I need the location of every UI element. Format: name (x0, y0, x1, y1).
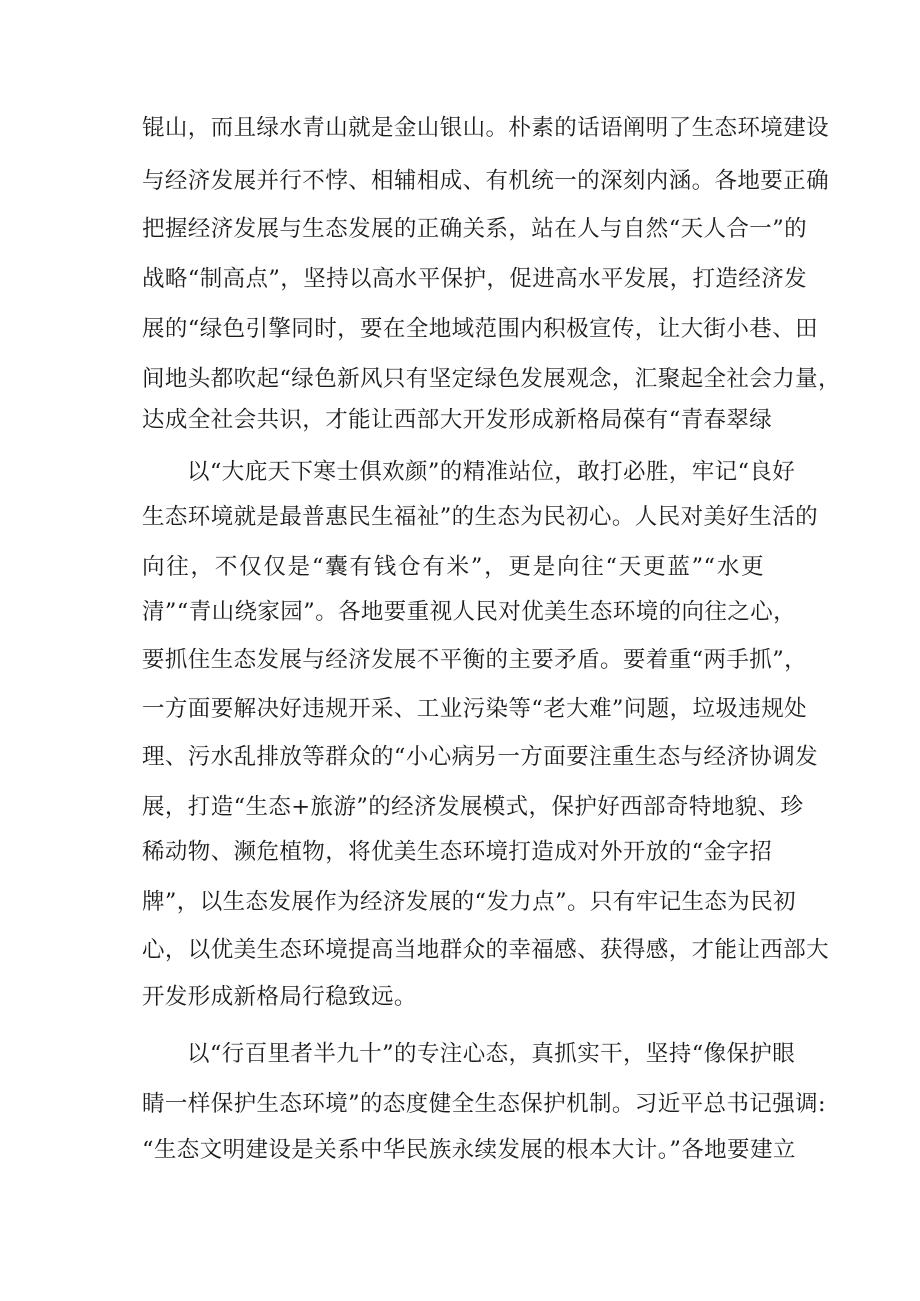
text-line: 生态环境就是最普惠民生福祉”的生态为民初心。人民对美好生活的 (142, 504, 819, 530)
text-line: “生态文明建设是关系中华民族永续发展的根本大计。”各地要建立 (142, 1137, 796, 1163)
text-line: 要抓住生态发展与经济发展不平衡的主要矛盾。要着重“两手抓”， (142, 647, 808, 673)
text-line: 与经济发展并行不悖、相辅相成、有机统一的深刻内涵。各地要正确 (142, 168, 830, 194)
text-line: 展的“绿色引擎同时，要在全地域范围内积极宣传，让大街小巷、田 (142, 316, 819, 342)
text-line: 锟山，而且绿水青山就是金山银山。朴素的话语阐明了生态环境建设 (142, 115, 830, 141)
text-line: 战略“制高点”，坚持以高水平保护，促进高水平发展，打造经济发 (142, 266, 808, 292)
text-line: 开发形成新格局行稳致远。 (142, 984, 417, 1010)
text-line: 以“行百里者半九十”的专注心态，真抓实干，坚持“像保护眼 (187, 1041, 796, 1067)
text-line: 间地头都吹起“绿色新风只有坚定绿色发展观念，汇聚起全社会力量， (142, 366, 841, 392)
text-line: 展，打造“生态+旅游”的经济发展模式，保护好西部奇特地貌、珍 (142, 794, 804, 820)
text-line: 心，以优美生态环境提高当地群众的幸福感、获得感，才能让西部大 (142, 937, 830, 963)
text-line: 睛一样保护生态环境”的态度健全生态保护机制。习近平总书记强调: (142, 1091, 826, 1117)
text-line: 理、污水乱排放等群众的“小心病另一方面要注重生态与经济协调发 (142, 744, 819, 770)
text-line: 达成全社会共识，才能让西部大开发形成新格局葆有“青春翠绿 (142, 407, 773, 433)
text-line: 牌”，以生态发展作为经济发展的“发力点”。只有牢记生态为民初 (142, 889, 797, 915)
text-line: 以“大庇天下寒士俱欢颜”的精准站位，敢打必胜，牢记“良好 (187, 459, 796, 485)
text-line: 清”“青山绕家园”。各地要重视人民对优美生态环境的向往之心， (142, 599, 797, 625)
text-line: 把握经济发展与生态发展的正确关系，站在人与自然“天人合一”的 (142, 216, 808, 242)
text-line: 一方面要解决好违规开采、工业污染等“老大难”问题，垃圾违规处 (142, 696, 808, 722)
text-line: 稀动物、濒危植物，将优美生态环境打造成对外开放的“金字招 (142, 839, 773, 865)
text-line: 向往，不仅仅是“囊有钱仓有米”，更是向往“天更蓝”“水更 (142, 554, 764, 580)
